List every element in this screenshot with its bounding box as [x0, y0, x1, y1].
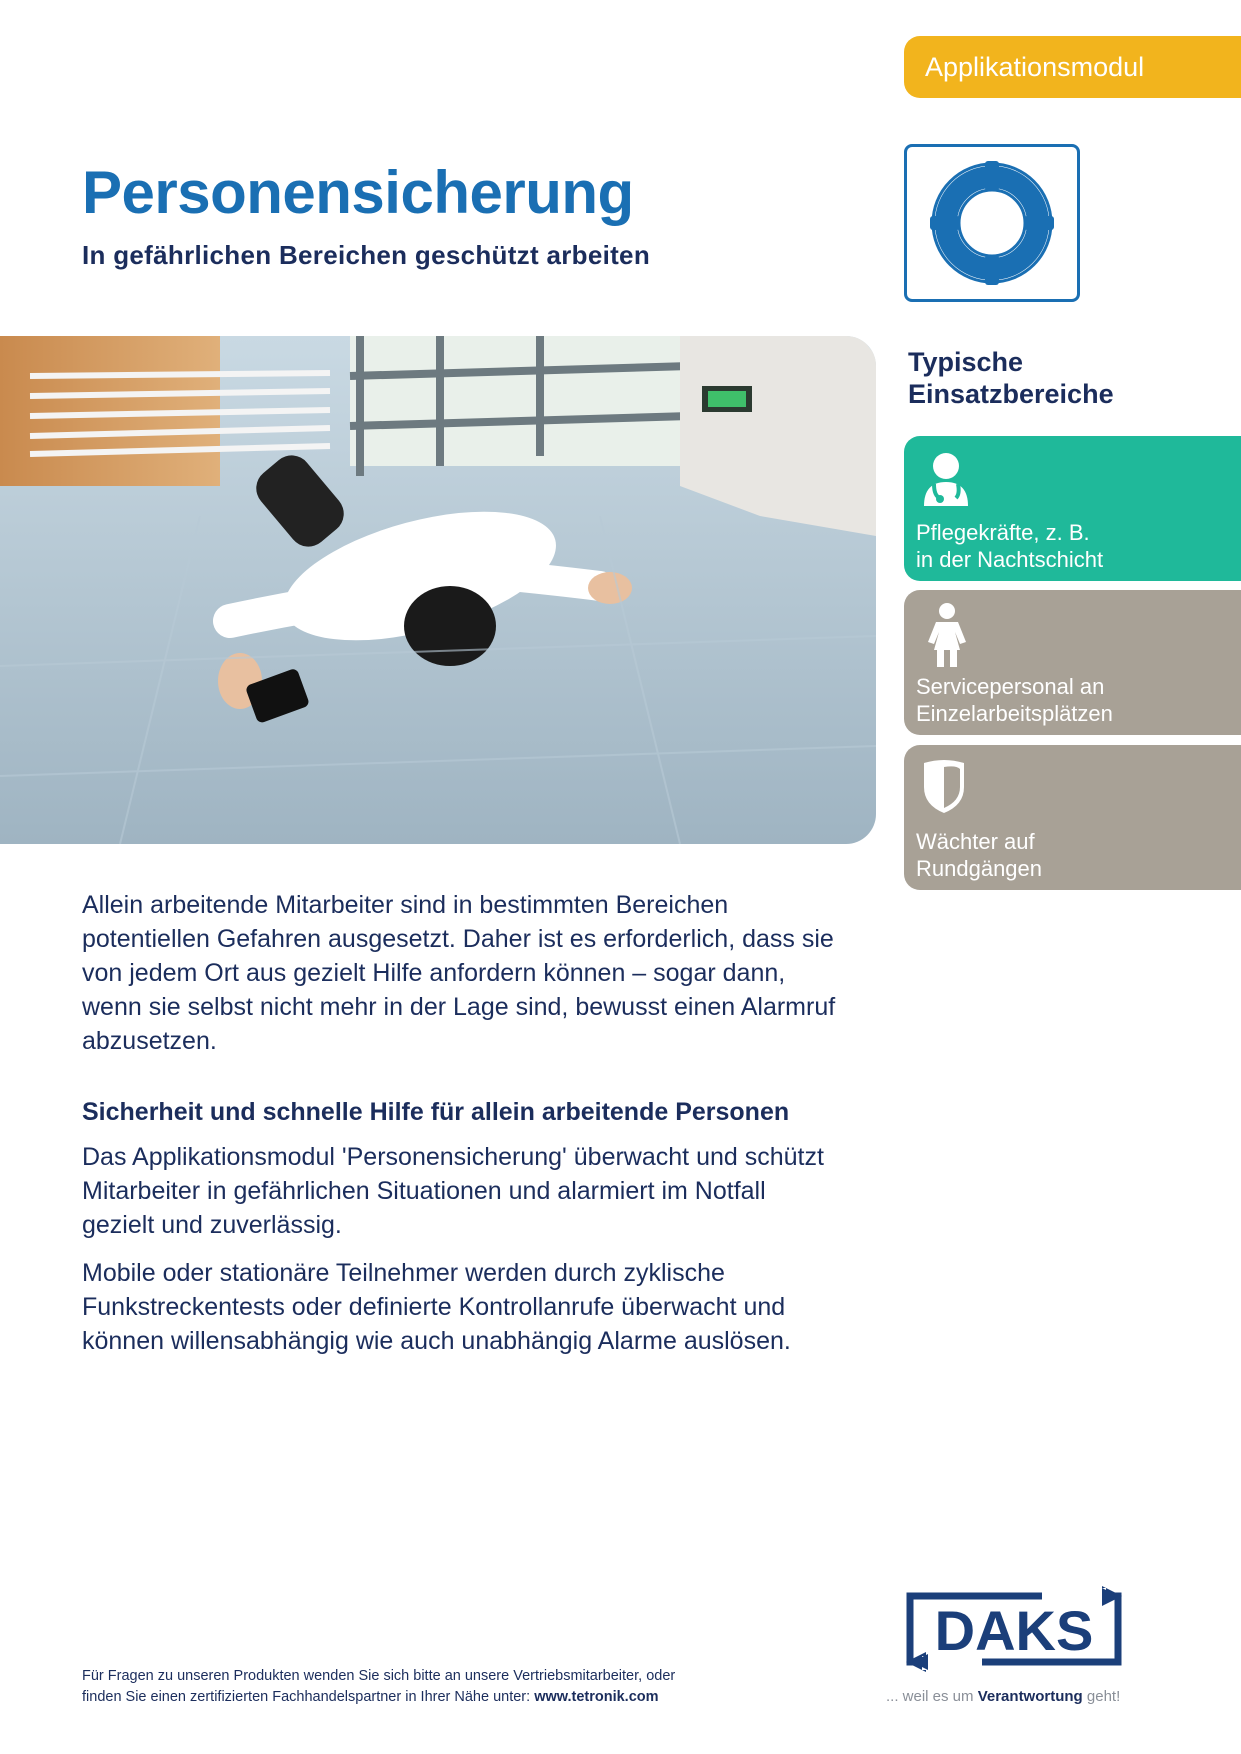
- nurse-icon: [918, 450, 974, 508]
- usecase-card-care: [904, 436, 1241, 581]
- woman-icon: [922, 602, 972, 668]
- footer-contact: [82, 1666, 782, 1708]
- usecase-guard-line2: Rundgängen: [916, 856, 1043, 881]
- sidebar-heading-line1: Typische: [908, 347, 1024, 377]
- usecase-card-service: [904, 590, 1241, 735]
- sidebar-heading: [908, 346, 1208, 410]
- hero-photo: [0, 336, 876, 844]
- footer-line1: Für Fragen zu unseren Produkten wenden Sie sich bitte an unsere Vertriebsmitarbeiter, oder: [82, 1668, 676, 1684]
- usecase-label-service: [916, 673, 1113, 727]
- usecase-care-line2: in der Nachtschicht: [916, 547, 1104, 572]
- footer-line2-text: finden Sie einen zertifizierten Fachhandelspartner in Ihrer Nähe unter:: [82, 1689, 531, 1705]
- usecase-label-guard: [916, 828, 1042, 882]
- lifebuoy-icon: [927, 158, 1057, 288]
- footer-url-link[interactable]: www.tetronik.com: [534, 1689, 659, 1705]
- section-heading: Sicherheit und schnelle Hilfe für allein arbeitende Personen: [82, 1098, 790, 1126]
- usecase-label-care: [916, 519, 1103, 573]
- page-title: Personensicherung: [82, 159, 634, 226]
- usecase-service-line2: Einzelarbeitsplätzen: [916, 701, 1113, 726]
- sidebar-heading-line2: Einsatzbereiche: [908, 379, 1114, 409]
- tagline-prefix: ... weil es um: [886, 1688, 974, 1705]
- tagline-suffix: geht!: [1086, 1688, 1121, 1705]
- tagline-strong: Verantwortung: [977, 1688, 1083, 1705]
- daks-logo-text: DAKS: [934, 1599, 1094, 1662]
- lifebuoy-icon-box: [904, 144, 1080, 302]
- daks-logo: [902, 1582, 1134, 1678]
- module-tag: Applikationsmodul: [904, 36, 1241, 98]
- usecase-card-guard: [904, 745, 1241, 890]
- tagline: [886, 1688, 1120, 1705]
- shield-icon: [920, 759, 968, 815]
- footer-line2: [82, 1687, 782, 1708]
- intro-paragraph: Allein arbeitende Mitarbeiter sind in bestimmten Bereichen potentiellen Gefahren ausgesetzt. Daher ist es erforderlich, dass sie von jedem Ort aus gezielt Hilfe anfordern können – sogar dann, wenn sie selbst nicht mehr in der Lage sind, bewusst einen Alarmruf abzusetzen.: [82, 891, 836, 1055]
- section-paragraph-1: Das Applikationsmodul 'Personensicherung' überwacht und schützt Mitarbeiter in gefährlichen Situationen und alarmiert im Notfall gezielt und zuverlässig.: [82, 1143, 824, 1239]
- section-paragraph-2: Mobile oder stationäre Teilnehmer werden durch zyklische Funkstreckentests oder definierte Kontrollanrufe überwacht und können willensabhängig wie auch unabhängig Alarme auslösen.: [82, 1259, 791, 1355]
- usecase-service-line1: Servicepersonal an: [916, 674, 1105, 699]
- usecase-care-line1: Pflegekräfte, z. B.: [916, 520, 1090, 545]
- page-subtitle: In gefährlichen Bereichen geschützt arbeiten: [82, 240, 650, 270]
- usecase-guard-line1: Wächter auf: [916, 829, 1035, 854]
